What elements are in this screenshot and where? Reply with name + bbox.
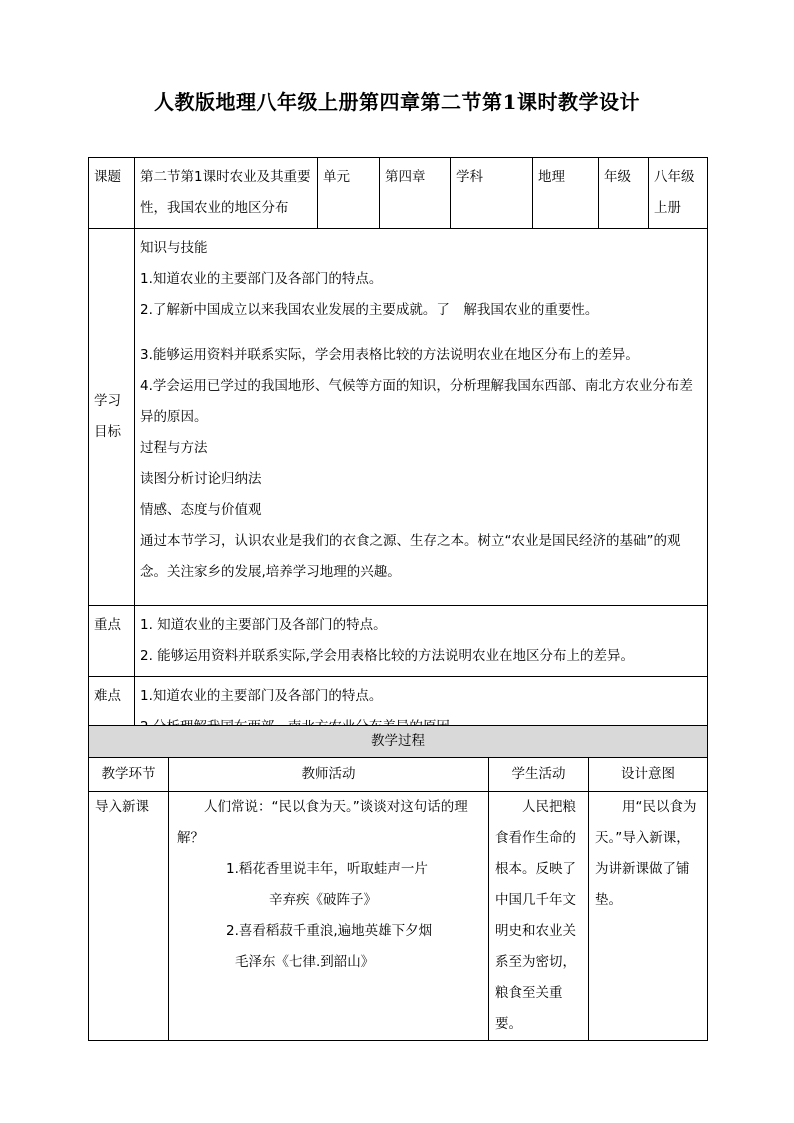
key-points-row (89, 606, 708, 677)
teacher-line: 2.喜看稻菽千重浪,遍地英雄下夕烟 (226, 923, 433, 939)
student-cell (489, 792, 589, 1041)
subject-value: 地理 (533, 158, 599, 229)
goals-line: 知识与技能 (140, 240, 208, 256)
goals-row (89, 229, 708, 606)
teacher-line: 人们常说：“民以食为天。”谈谈对这句话的理解？ (177, 799, 468, 846)
process-heading-row (89, 726, 708, 758)
lesson-info-table (88, 157, 708, 748)
difficult-points-label: 难点 (89, 677, 135, 748)
lesson-value: 第二节第1课时农业及其重要性，我国农业的地区分布 (135, 158, 318, 229)
goals-line: 过程与方法 (140, 440, 208, 456)
process-row (89, 792, 708, 1041)
process-heading: 教学过程 (89, 726, 708, 758)
student-text: 人民把粮食看作生命的根本。反映了中国几千年文明史和农业关系至为密切，粮食至关重要。 (495, 799, 576, 1032)
goals-label-text: 学习目标 (94, 393, 121, 440)
col-student-header: 学生活动 (489, 758, 589, 792)
stage-cell: 导入新课 (89, 792, 169, 1041)
col-intent-header: 设计意图 (589, 758, 708, 792)
goals-line: 情感、态度与价值观 (140, 502, 262, 518)
goals-line: 1.知道农业的主要部门及各部门的特点。 (140, 271, 383, 287)
document-title: 人教版地理八年级上册第四章第二节第1课时教学设计 (154, 90, 640, 114)
goals-line: 2.了解新中国成立以来我国农业发展的主要成就。了 解我国农业的重要性。 (140, 302, 599, 318)
unit-label: 单元 (318, 158, 380, 229)
goals-line: 3.能够运用资料并联系实际，学会用表格比较的方法说明农业在地区分布上的差异。 (140, 347, 639, 363)
goals-line: 4.学会运用已学过的我国地形、气候等方面的知识，分析理解我国东西部、南北方农业分布差异的原因。 (140, 378, 693, 425)
teacher-line: 毛泽东《七律.到韶山》 (235, 954, 375, 970)
process-header-row (89, 758, 708, 792)
col-teacher-header: 教师活动 (169, 758, 489, 792)
key-points-label: 重点 (89, 606, 135, 677)
goals-line: 读图分析讨论归纳法 (140, 471, 262, 487)
grade-value: 八年级上册 (649, 158, 708, 229)
teacher-line: 1.稻花香里说丰年，听取蛙声一片 (226, 861, 428, 877)
col-stage-header: 教学环节 (89, 758, 169, 792)
difficult-point-line: 1.知道农业的主要部门及各部门的特点。 (140, 688, 383, 704)
lesson-label: 课题 (89, 158, 135, 229)
goals-label (89, 229, 135, 606)
goals-content (135, 229, 708, 606)
intent-cell (589, 792, 708, 1041)
unit-value: 第四章 (380, 158, 451, 229)
subject-label: 学科 (451, 158, 533, 229)
goals-line: 通过本节学习，认识农业是我们的衣食之源、生存之本。树立“农业是国民经济的基础”的观念。关注家乡的发展,培养学习地理的兴趣。 (140, 533, 681, 580)
teacher-cell (169, 792, 489, 1041)
process-table (88, 725, 708, 1041)
grade-label: 年级 (599, 158, 649, 229)
key-point-line: 1. 知道农业的主要部门及各部门的特点。 (140, 617, 387, 633)
teacher-line: 辛弃疾《破阵子》 (269, 892, 377, 908)
lesson-info-row (89, 158, 708, 229)
key-point-line: 2. 能够运用资料并联系实际,学会用表格比较的方法说明农业在地区分布上的差异。 (140, 648, 634, 664)
intent-text: 用“民以食为天。”导入新课，为讲新课做了铺垫。 (595, 799, 697, 908)
key-points-content (135, 606, 708, 677)
